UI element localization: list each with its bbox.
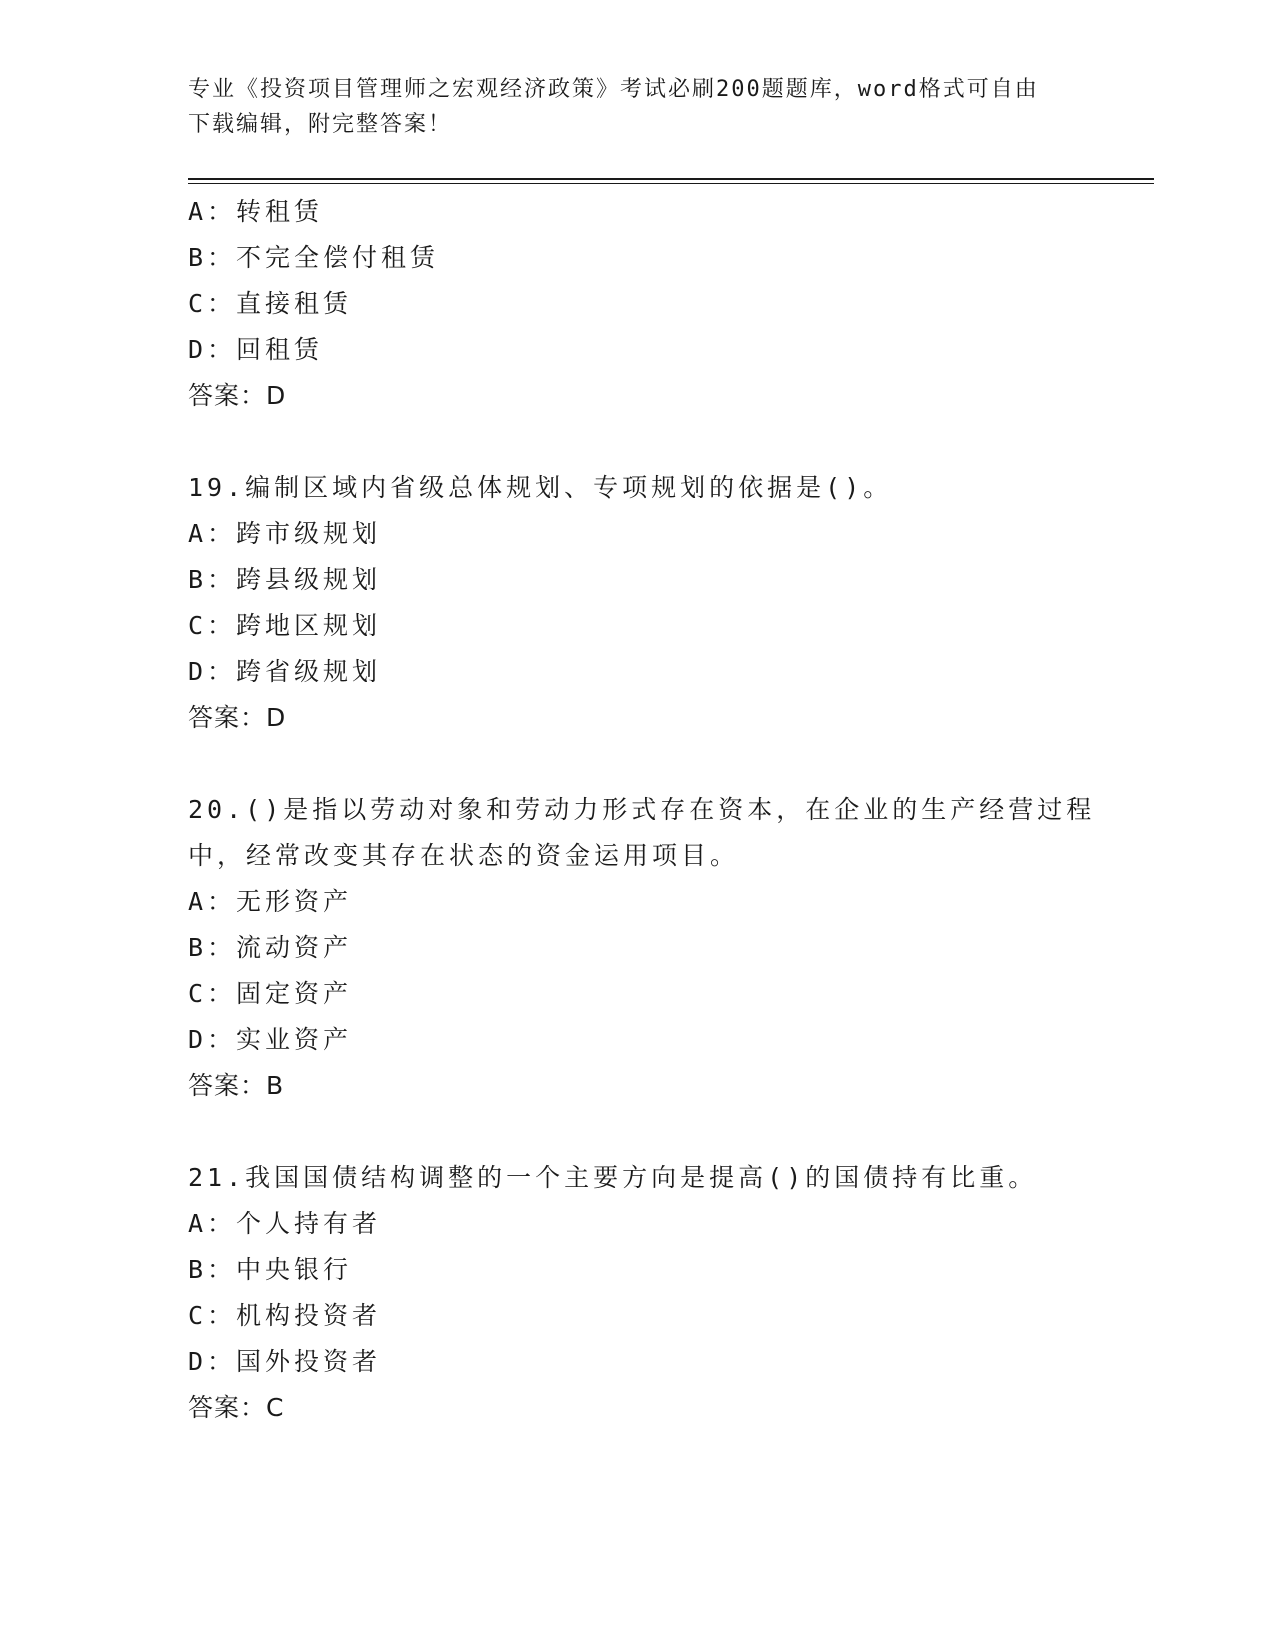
- option-a: A：转租赁: [188, 197, 324, 226]
- option-d: D：国外投资者: [188, 1347, 382, 1376]
- option-b: B：流动资产: [188, 933, 353, 962]
- question-list: [188, 189, 1096, 1431]
- option-b: B：跨县级规划: [188, 565, 382, 594]
- option-d: D：实业资产: [188, 1025, 353, 1054]
- question-stem: 21.我国国债结构调整的一个主要方向是提高()的国债持有比重。: [188, 1163, 1038, 1192]
- option-c: C：跨地区规划: [188, 611, 382, 640]
- option-b: B：中央银行: [188, 1255, 353, 1284]
- option-a: A：跨市级规划: [188, 519, 382, 548]
- question-block-20: [188, 787, 1096, 1109]
- option-d: D：跨省级规划: [188, 657, 382, 686]
- header-title-line-1: 专业《投资项目管理师之宏观经济政策》考试必刷200题题库，word格式可自由: [188, 77, 1039, 102]
- header-divider-thin: [188, 183, 1154, 184]
- question-block-18: [188, 189, 1088, 419]
- question-block-21: [188, 1155, 1088, 1431]
- question-stem: 19.编制区域内省级总体规划、专项规划的依据是()。: [188, 473, 893, 502]
- question-block-19: [188, 465, 1088, 741]
- document-header: [188, 72, 1068, 142]
- header-title-line-2: 下载编辑，附完整答案！: [188, 112, 453, 137]
- option-c: C：机构投资者: [188, 1301, 382, 1330]
- answer-line: 答案：D: [188, 381, 287, 410]
- option-a: A：个人持有者: [188, 1209, 382, 1238]
- header-divider-thick: [188, 178, 1154, 180]
- question-stem-line-1: 20.()是指以劳动对象和劳动力形式存在资本，在企业的生产经营过程: [188, 795, 1096, 824]
- spacer: [188, 1109, 1088, 1155]
- answer-line: 答案：C: [188, 1393, 285, 1422]
- spacer: [188, 741, 1088, 787]
- option-a: A：无形资产: [188, 887, 353, 916]
- answer-line: 答案：B: [188, 1071, 285, 1100]
- question-stem-line-2: 中，经常改变其存在状态的资金运用项目。: [188, 841, 740, 870]
- option-c: C：直接租赁: [188, 289, 353, 318]
- option-c: C：固定资产: [188, 979, 353, 1008]
- option-b: B：不完全偿付租赁: [188, 243, 440, 272]
- spacer: [188, 419, 1088, 465]
- option-d: D：回租赁: [188, 335, 324, 364]
- answer-line: 答案：D: [188, 703, 287, 732]
